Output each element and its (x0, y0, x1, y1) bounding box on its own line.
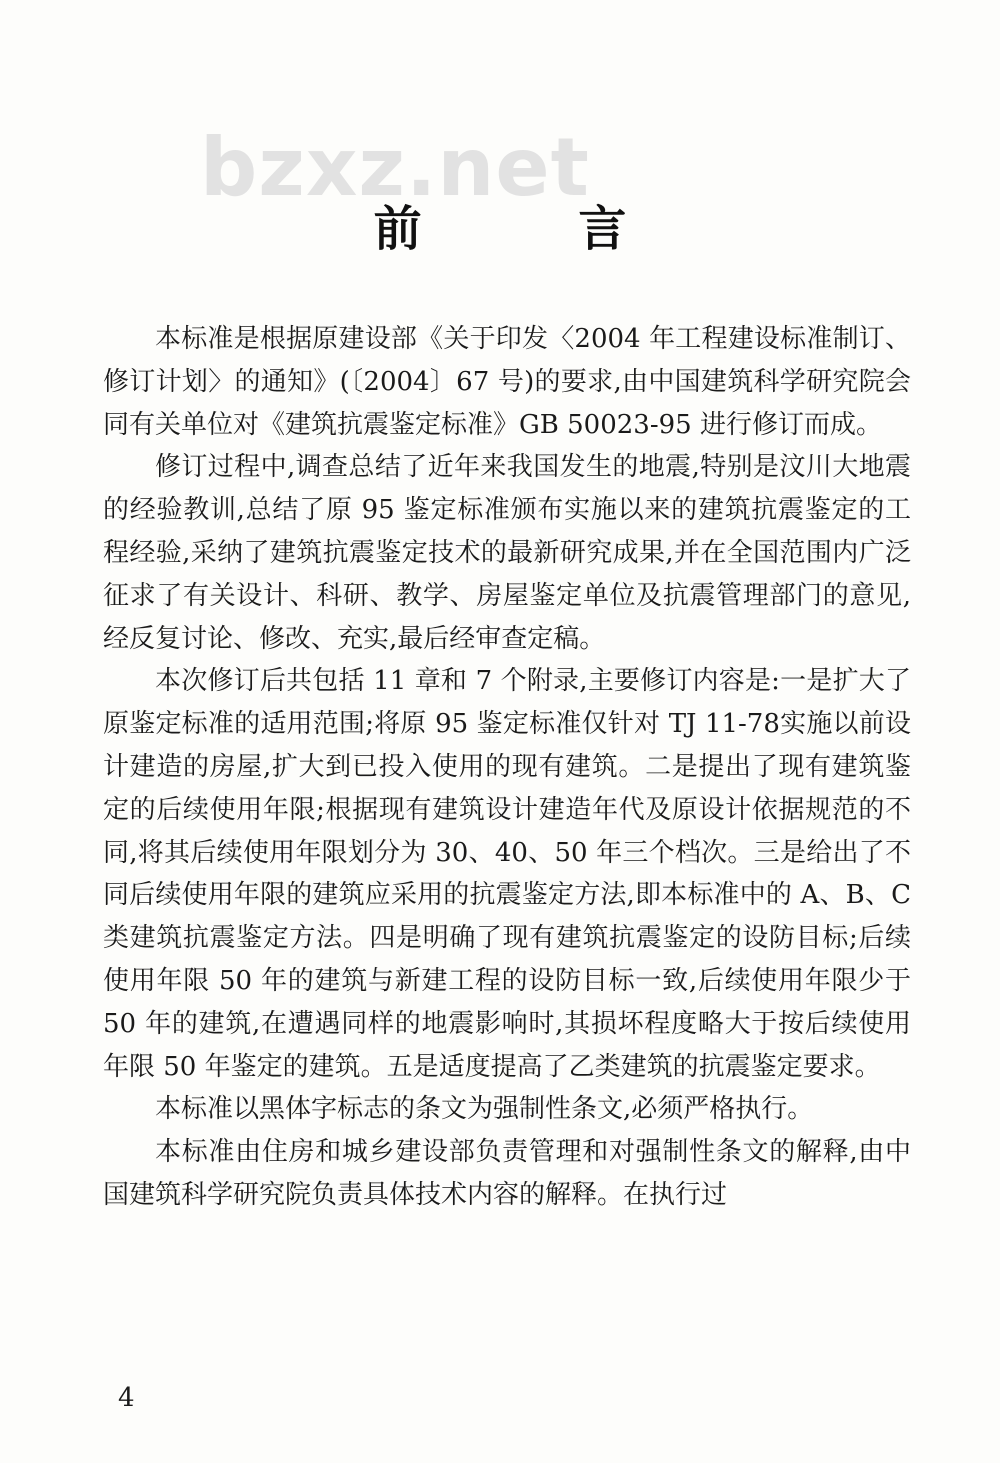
paragraph: 本标准以黑体字标志的条文为强制性条文,必须严格执行。 (155, 1094, 814, 1125)
paragraph: 本标准由住房和城乡建设部负责管理和对强制性条文的解释,由中国建筑科学研究院负责具体技术内容的解释。在执行过 (103, 1137, 911, 1210)
page-number: 4 (118, 1383, 135, 1413)
paragraph: 本次修订后共包括 11 章和 7 个附录,主要修订内容是:一是扩大了原鉴定标准的适用范围;将原 95 鉴定标准仅针对 TJ 11-78实施以前设计建造的房屋,扩大到已投入使用的现有建筑。二是提出了现有建筑鉴定的后续使用年限;根据现有建筑设计建造年代及原设计依据规范的不同,将其后续使用年限划分为 30、40、50 年三个档次。三是给出了不同后续使用年限的建筑应采用的抗震鉴定方法,即本标准中的 A、B、C 类建筑抗震鉴定方法。四是明确了现有建筑抗震鉴定的设防目标;后续使用年限 50 年的建筑与新建工程的设防目标一致,后续使用年限少于 50 年的建筑,在遭遇同样的地震影响时,其损坏程度略大于按后续使用年限 50 年鉴定的建筑。五是适度提高了乙类建筑的抗震鉴定要求。 (103, 666, 911, 1082)
body-text (103, 318, 911, 1217)
paragraph: 修订过程中,调查总结了近年来我国发生的地震,特别是汶川大地震的经验教训,总结了原 95 鉴定标准颁布实施以来的建筑抗震鉴定的工程经验,采纳了建筑抗震鉴定技术的最新研究成果,并在全国范围内广泛征求了有关设计、科研、教学、房屋鉴定单位及抗震管理部门的意见,经反复讨论、修改、充实,最后经审查定稿。 (103, 452, 911, 654)
page-title: 前 言 (373, 201, 697, 257)
paragraph: 本标准是根据原建设部《关于印发〈2004 年工程建设标准制订、修订计划〉的通知》(〔2004〕67 号)的要求,由中国建筑科学研究院会同有关单位对《建筑抗震鉴定标准》GB 50023-95 进行修订而成。 (103, 324, 911, 440)
watermark: bzxz.net (200, 121, 590, 214)
